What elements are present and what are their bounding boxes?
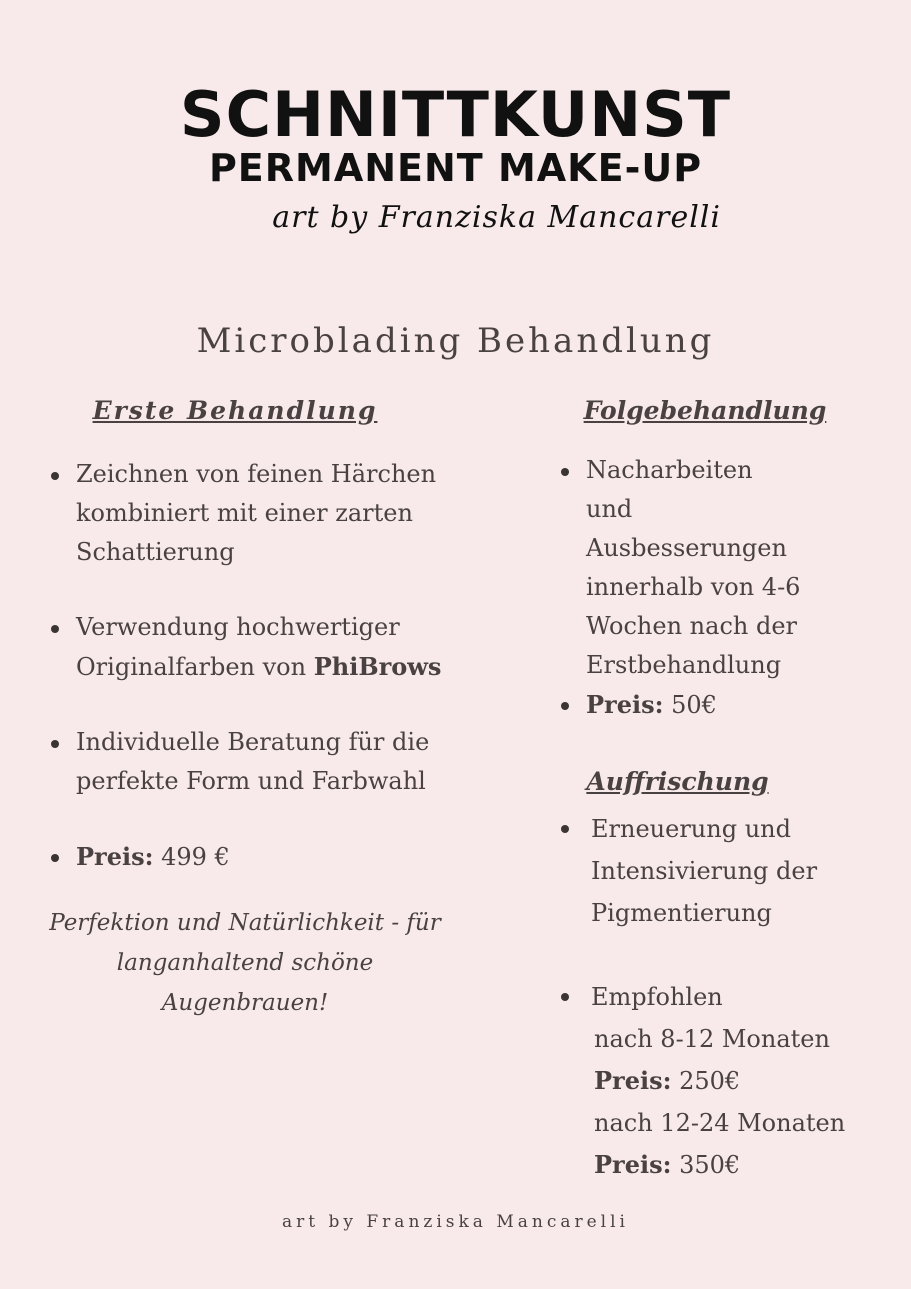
auffr-option-2-price: [591, 1144, 895, 1186]
list-item: [555, 451, 806, 685]
list-item: [555, 808, 831, 934]
folge-price-value: 50€: [671, 691, 717, 719]
auffr-item-2: Empfohlen: [591, 983, 723, 1011]
auffr-option-1: nach 8-12 Monaten: [594, 1025, 830, 1053]
erste-behandlung-list: [45, 455, 445, 877]
erste-item-1: Zeichnen von feinen Härchen kombiniert mit einer zarten Schattierung: [76, 460, 437, 566]
auffr-option-2: nach 12-24 Monaten: [594, 1109, 846, 1137]
auffrischung-title: Auffrischung: [586, 767, 769, 796]
phibrows-brand: PhiBrows: [313, 652, 442, 681]
list-item: [555, 685, 895, 725]
erste-behandlung-section: [45, 396, 445, 1023]
auffr-item-1: Erneuerung und Intensivierung der Pigmentierung: [591, 815, 818, 927]
auffr-option-1-price-label: Preis:: [594, 1066, 672, 1095]
auffr-option-1-price-value: 250€: [679, 1067, 741, 1095]
erste-behandlung-title: Erste Behandlung: [92, 396, 378, 425]
brand-signature: art by Franziska Mancarelli: [272, 200, 721, 235]
footer-signature: art by Franziska Mancarelli: [282, 1212, 629, 1232]
auffr-option-1-price: [591, 1060, 895, 1102]
folgebehandlung-list: [555, 451, 895, 725]
folge-item-1: Nacharbeiten und Ausbesserungen innerhalb von 4-6 Wochen nach der Erstbehandlung: [586, 456, 801, 679]
auffr-option-2-price-label: Preis:: [594, 1150, 672, 1179]
folge-price-label: Preis:: [586, 690, 664, 719]
main-heading: Microblading Behandlung: [196, 320, 715, 361]
list-item: [45, 608, 446, 687]
list-item: [45, 723, 446, 801]
auffr-option-2-price-value: 350€: [679, 1151, 741, 1179]
brand-subtitle: PERMANENT MAKE-UP: [208, 146, 703, 190]
list-item: [555, 976, 895, 1186]
auffrischung-list: [555, 808, 895, 1186]
erste-item-2: Verwendung hochwertiger Originalfarben von: [76, 613, 400, 681]
erste-price-value: 499 €: [161, 843, 230, 871]
list-item: [45, 837, 445, 877]
erste-item-3: Individuelle Beratung für die perfekte Form und Farbwahl: [76, 728, 430, 795]
erste-price-label: Preis:: [76, 842, 154, 871]
folgebehandlung-title: Folgebehandlung: [583, 396, 827, 425]
brand-title: SCHNITTKUNST: [179, 78, 732, 151]
folgebehandlung-section: [555, 396, 895, 1186]
list-item: [45, 455, 456, 572]
slogan: Perfektion und Natürlichkeit - für langanhaltend schöne Augenbrauen!: [49, 910, 441, 1016]
